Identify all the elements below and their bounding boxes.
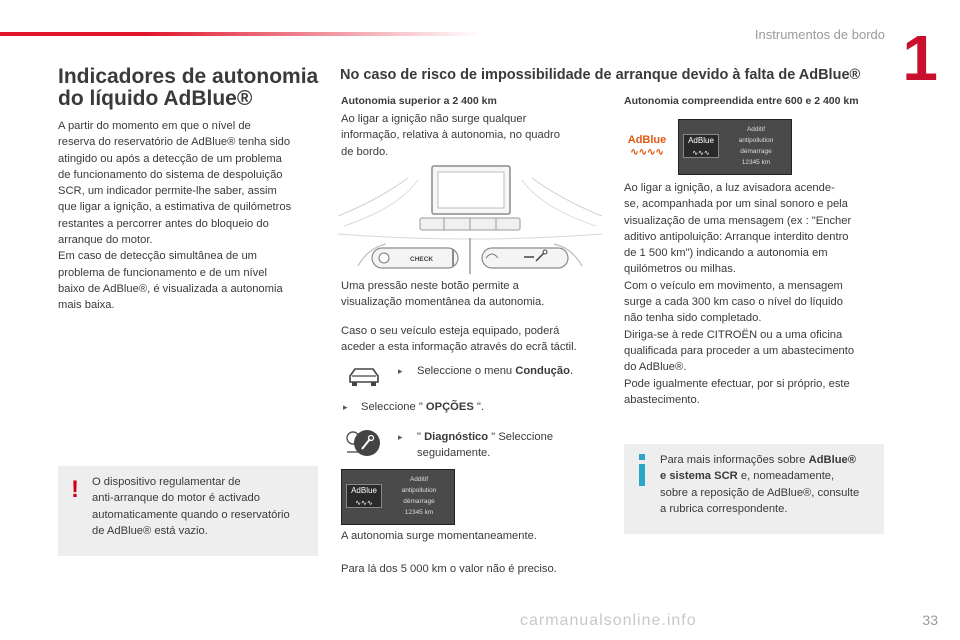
text-line: aditivo antipoluição: Arranque interdito dentro bbox=[624, 230, 849, 243]
text-line: de AdBlue® está vazio. bbox=[92, 524, 208, 537]
text-line bbox=[660, 452, 882, 468]
page-number: 33 bbox=[922, 612, 938, 628]
section-header: Instrumentos de bordo bbox=[754, 27, 885, 42]
info-text bbox=[660, 452, 882, 517]
text-line: A partir do momento em que o nível de bbox=[58, 120, 251, 132]
middle-intro bbox=[341, 111, 601, 160]
option-name: OPÇÕES bbox=[425, 401, 474, 413]
chapter-number: 1 bbox=[902, 22, 938, 94]
autonomy-appears-text: A autonomia surge momentaneamente. bbox=[341, 530, 537, 542]
subtitle-600-2400: Autonomia compreendida entre 600 e 2 400 km bbox=[624, 95, 859, 107]
step-select-menu bbox=[417, 363, 573, 379]
text-line: O dispositivo regulamentar de bbox=[92, 476, 241, 488]
equipped-text bbox=[341, 323, 611, 356]
text-line: visualização momentânea da autonomia. bbox=[341, 296, 545, 309]
text-line: Uma pressão neste botão permite a bbox=[341, 280, 519, 292]
watermark: carmanualsonline.info bbox=[520, 612, 697, 629]
subtitle-above-2400: Autonomia superior a 2 400 km bbox=[341, 95, 497, 107]
text-line: quilómetros ou milhas. bbox=[624, 263, 736, 276]
text-line: Caso o seu veículo esteja equipado, poderá bbox=[341, 325, 560, 337]
adblue-warning-icon: AdBlue ∿∿∿ bbox=[346, 484, 382, 508]
right-body-text bbox=[624, 180, 894, 408]
text-line: ". bbox=[473, 401, 484, 413]
text-line: arranque do motor. bbox=[58, 234, 153, 247]
text-line: " bbox=[417, 431, 425, 443]
main-title-line2: do líquido AdBlue® bbox=[58, 87, 253, 110]
text-line bbox=[417, 429, 553, 445]
top-accent-bar bbox=[0, 32, 480, 36]
info-icon bbox=[636, 452, 648, 502]
text-line: Diriga-se à rede CITROËN ou a uma oficina bbox=[624, 328, 843, 341]
text-line: a rubrica correspondente. bbox=[660, 502, 788, 515]
diagnostic-label: Diagnóstico bbox=[424, 431, 489, 443]
text-line: abastecimento. bbox=[624, 393, 700, 406]
display-adblue-label: AdBlue bbox=[351, 486, 377, 495]
text-line: antipollution bbox=[401, 487, 437, 494]
text-line: de bordo. bbox=[341, 145, 389, 158]
beyond-text: Para lá dos 5 000 km o valor não é preciso. bbox=[341, 563, 557, 575]
warning-text bbox=[92, 474, 314, 539]
text-line: aceder a esta informação através do ecrã táctil. bbox=[341, 341, 577, 354]
adblue-warning-light-icon: AdBlue ∿∿∿∿ bbox=[627, 134, 667, 158]
text-line: problema de funcionamento e de um nível bbox=[58, 266, 267, 279]
text-line: Seleccione " bbox=[361, 401, 426, 413]
adblue-display-right bbox=[678, 119, 792, 175]
text-line: 12345 km bbox=[741, 159, 771, 166]
warning-icon: ! bbox=[71, 476, 79, 503]
text-line: Seleccione o menu bbox=[417, 365, 516, 377]
display-adblue-label: AdBlue bbox=[688, 136, 714, 145]
adblue-icon-label: AdBlue bbox=[627, 134, 667, 146]
text-line: informação, relativa à autonomia, no quadro bbox=[341, 129, 560, 142]
text-line: démarrage bbox=[740, 148, 772, 155]
text-line: anti-arranque do motor é activado bbox=[92, 492, 260, 505]
text-line: Ao ligar a ignição, a luz avisadora acende- bbox=[624, 182, 835, 194]
text-line: surge a cada 300 km caso o nível do líquido bbox=[624, 296, 843, 309]
text-line: que ligar a ignição, a estimativa de quilómetros bbox=[58, 201, 292, 214]
text-line: e, nomeadamente, bbox=[737, 470, 835, 483]
display-message bbox=[386, 474, 452, 518]
text-line: Em caso de detecção simultânea de um bbox=[58, 250, 257, 263]
text-line: SCR, um indicador permite-lhe saber, assim bbox=[58, 185, 277, 198]
risk-section-title: No caso de risco de impossibilidade de arranque devido à falta de AdBlue® bbox=[340, 67, 861, 83]
text-line: qualificada para proceder a um abastecimento bbox=[624, 344, 855, 357]
text-line bbox=[660, 468, 882, 484]
text-line: atingido ou após a detecção de um problema bbox=[58, 152, 282, 165]
text-line: restantes a percorrer antes do bloqueio do bbox=[58, 217, 269, 230]
bullet-icon: ▸ bbox=[398, 366, 403, 376]
text-line: seguidamente. bbox=[417, 447, 491, 460]
text-line: mais baixa. bbox=[58, 299, 115, 312]
text-line: " Seleccione bbox=[488, 431, 554, 443]
main-title bbox=[58, 66, 328, 110]
text-line: antipollution bbox=[738, 137, 774, 144]
text-line: démarrage bbox=[403, 498, 435, 505]
text-line: do AdBlue®. bbox=[624, 361, 687, 374]
menu-name-conducao: Condução bbox=[515, 365, 570, 377]
text-line: Ao ligar a ignição não surge qualquer bbox=[341, 113, 527, 125]
text-line: de 1 500 km") indicando a autonomia em bbox=[624, 247, 828, 260]
text-line: visualização de uma mensagem (ex : "Encher bbox=[624, 214, 852, 227]
adblue-warning-icon: AdBlue ∿∿∿ bbox=[683, 134, 719, 158]
car-driving-icon bbox=[346, 364, 382, 390]
bold-term: AdBlue® bbox=[808, 454, 857, 466]
diagnostic-icon bbox=[343, 428, 381, 458]
text-line: baixo de AdBlue®, é visualizada a autonomia bbox=[58, 282, 283, 295]
text-line: Com o veículo em movimento, a mensagem bbox=[624, 279, 843, 292]
main-title-line1: Indicadores de autonomia bbox=[58, 65, 319, 88]
check-button-label: CHECK bbox=[410, 256, 434, 263]
text-line: de funcionamento do sistema de despoluição bbox=[58, 168, 283, 181]
step-select-options bbox=[361, 399, 484, 415]
bullet-icon: ▸ bbox=[398, 432, 403, 442]
text-line: 12345 km bbox=[404, 509, 434, 516]
bold-term: e sistema SCR bbox=[660, 470, 738, 483]
text-line: . bbox=[569, 365, 574, 377]
step-diagnostic bbox=[417, 429, 553, 462]
text-line: não tenha sido completado. bbox=[624, 312, 762, 325]
text-line: Pode igualmente efectuar, por si próprio, este bbox=[624, 377, 850, 390]
left-intro-paragraph bbox=[58, 118, 328, 314]
text-line: sobre a reposição de AdBlue®, consulte bbox=[660, 486, 860, 499]
text-line: automaticamente quando o reservatório bbox=[92, 508, 290, 521]
text-line: Para mais informações sobre bbox=[660, 454, 809, 466]
bullet-icon: ▸ bbox=[343, 402, 348, 412]
press-text bbox=[341, 278, 603, 311]
text-line: reserva do reservatório de AdBlue® tenha sido bbox=[58, 136, 291, 149]
text-line: Additif bbox=[746, 126, 766, 133]
adblue-display-middle bbox=[341, 469, 455, 525]
dashboard-illustration bbox=[338, 160, 602, 274]
display-message bbox=[723, 124, 789, 168]
text-line: Additif bbox=[409, 476, 429, 483]
text-line: se, acompanhada por um sinal sonoro e pela bbox=[624, 198, 848, 211]
